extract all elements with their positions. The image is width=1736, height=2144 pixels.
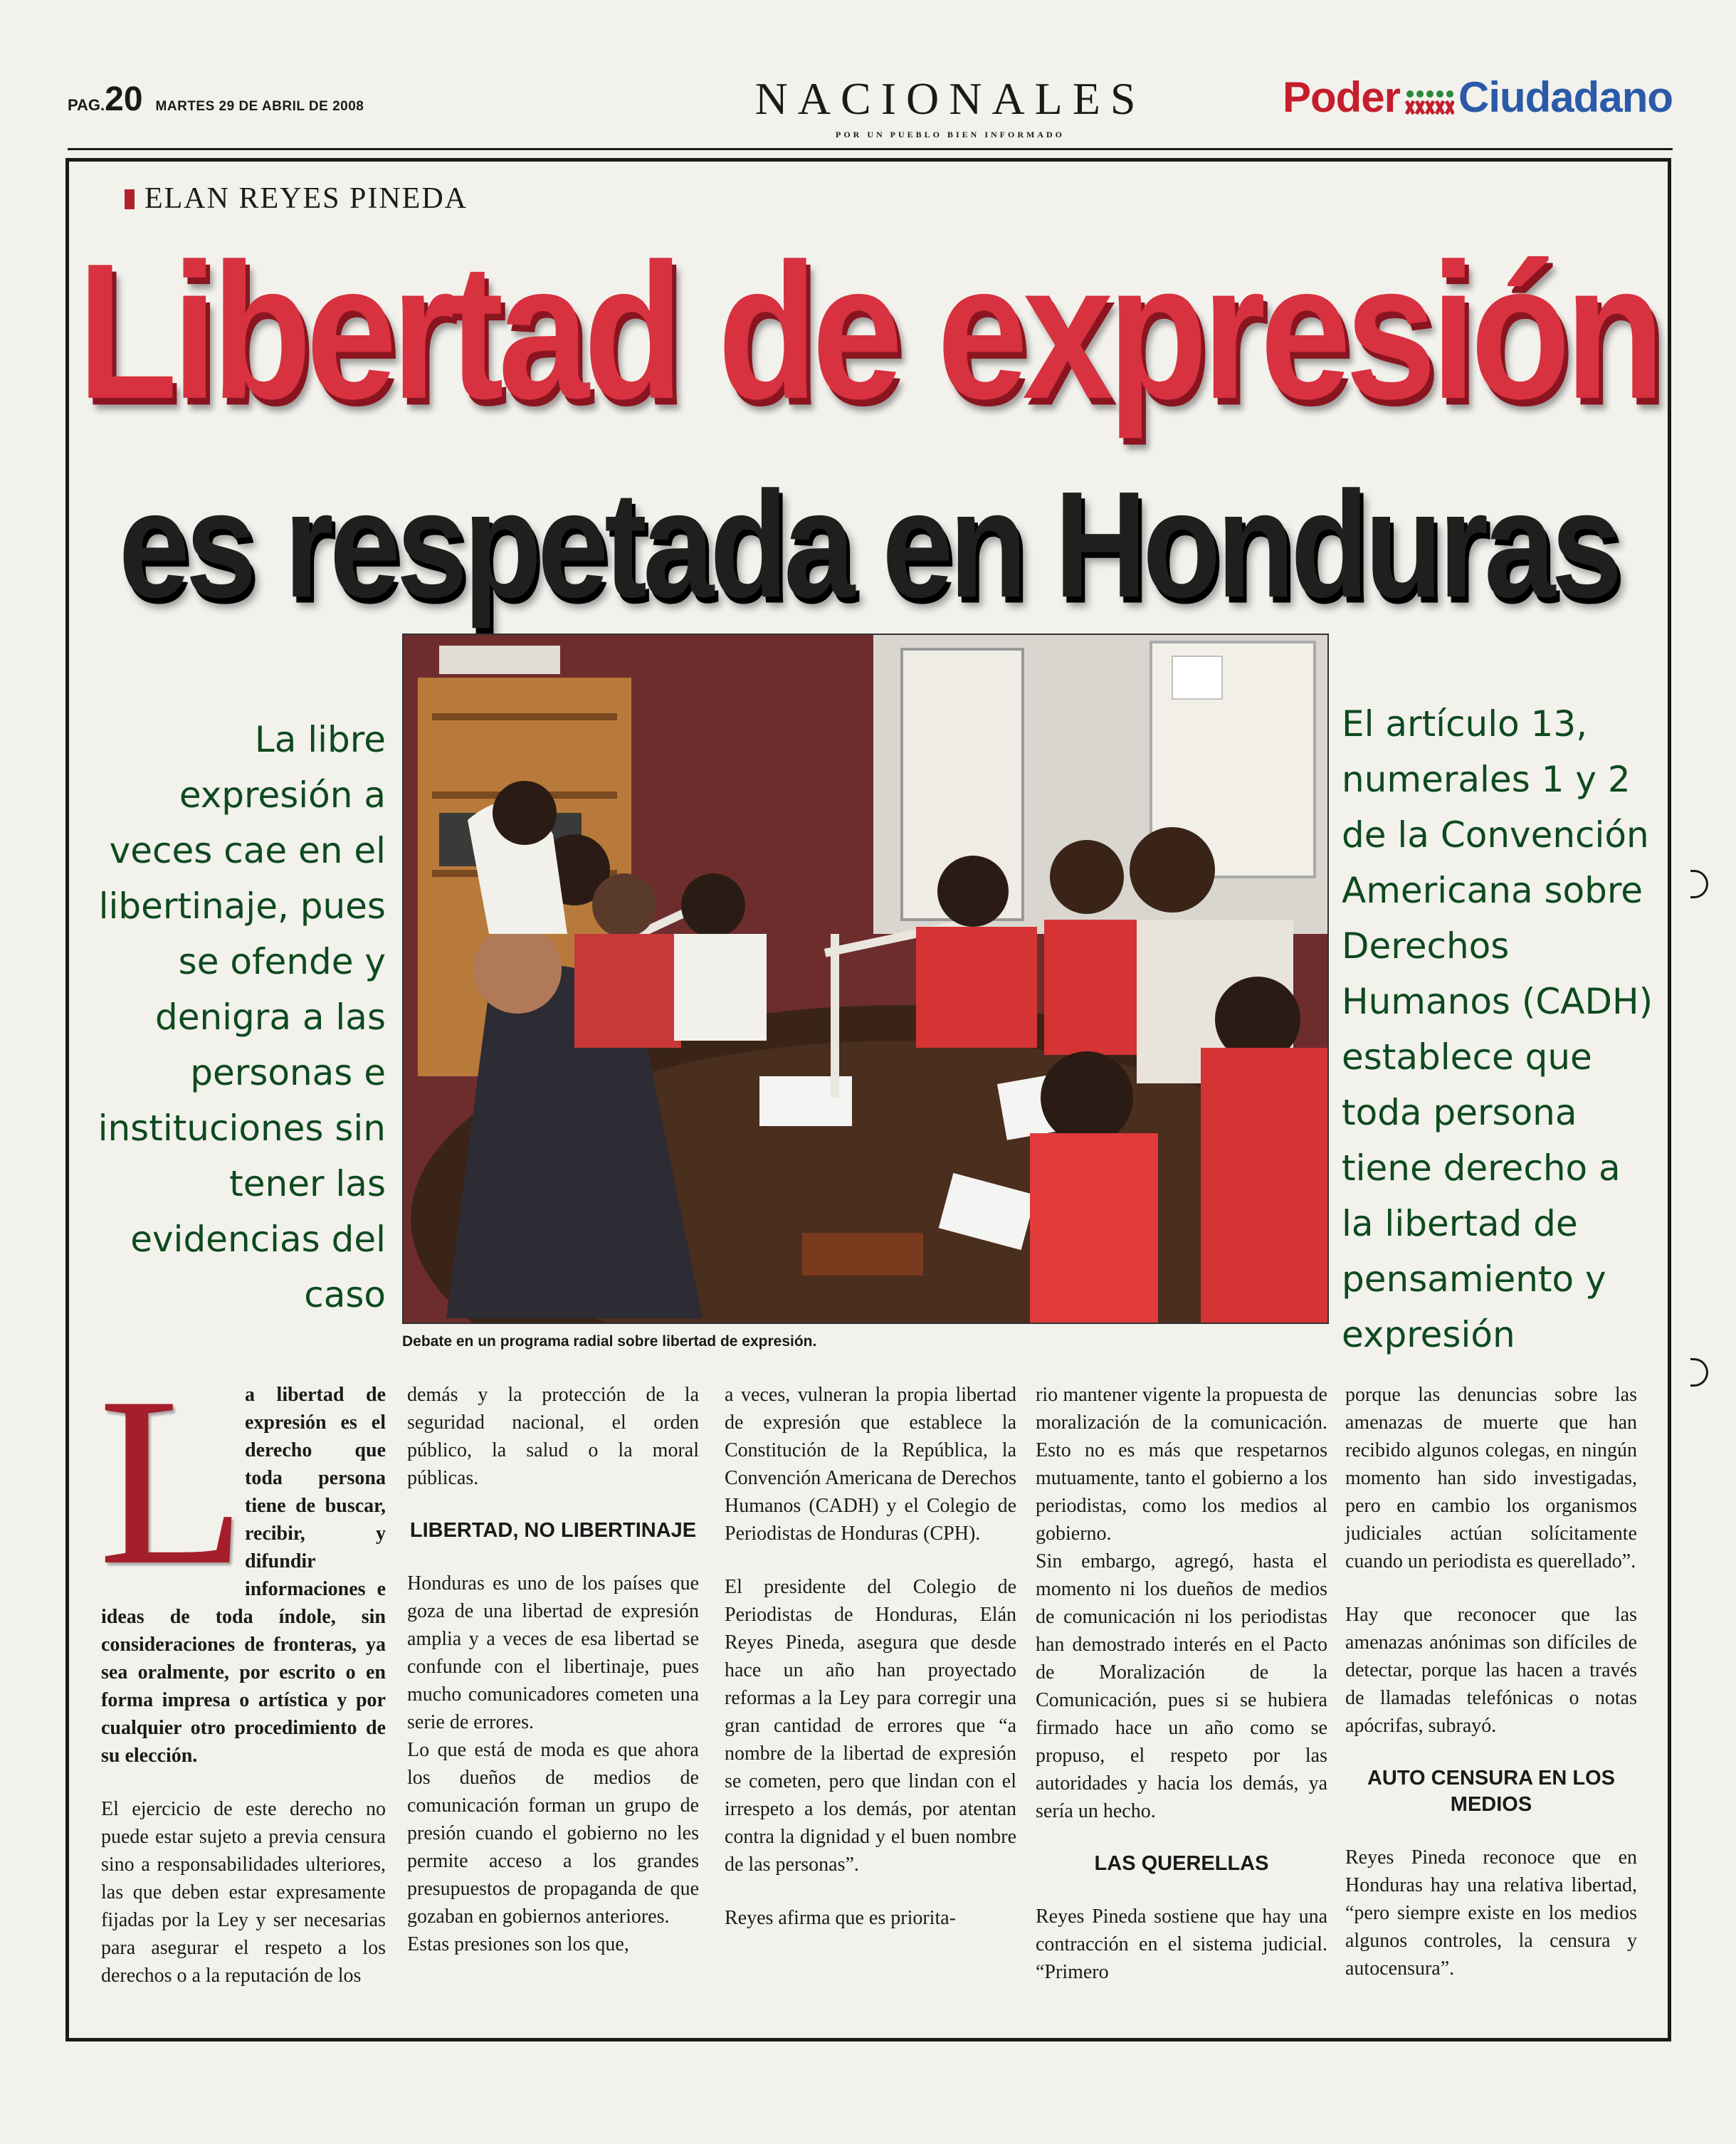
radio-debate-photo (402, 634, 1329, 1324)
body-paragraph: a veces, vulneran la propia libertad de expresión que establece la Constitución de la República, la Convención Americana de Derechos Humanos (CADH) y el Colegio de Periodistas de Honduras (CPH). (725, 1384, 1016, 1545)
byline-marker-icon (125, 189, 135, 209)
body-column-2 (407, 1381, 699, 1958)
body-paragraph: Sin embargo, agregó, hasta el momento ni los dueños de medios de comunicación ni los periodistas han demostrado interés en el Pacto de Moralización de la Comunicación, pues si se hubiera firmado hace un año como se propuso, el respeto por las autoridades y hacia los demás, ya sería un hecho. (1036, 1550, 1327, 1822)
body-paragraph: Reyes Pineda reconoce que en Honduras hay una relativa libertad, “pero siempre existe en los medios algunos controles, la censura y autocensura”. (1345, 1846, 1637, 1980)
lead-paragraph: a libertad de expresión es el derecho que toda persona tiene de buscar, recibir, y difundir informaciones e ideas de toda índole, sin consideraciones de fronteras, ya sea oralmente, por escrito o en forma impresa o artística y por cualquier otro procedimiento de su elección. (101, 1384, 386, 1767)
page-number: 20 (105, 80, 143, 118)
body-paragraph: Reyes Pineda sostiene que hay una contracción en el sistema judicial. “Primero (1036, 1906, 1327, 1983)
binder-hole-icon (1690, 1358, 1708, 1387)
body-paragraph: Hay que reconocer que las amenazas anónimas son difíciles de detectar, porque las hacen a través de llamadas telefónicas o notas apócrifas, subrayó. (1345, 1604, 1637, 1737)
brand-part1: Poder (1282, 73, 1400, 121)
body-paragraph: El presidente del Colegio de Periodistas de Honduras, Elán Reyes Pineda, asegura que desde hace un año han proyectado reformas a la Ley para corregir una gran cantidad de errores que “a nombre de la libertad de expresión se cometen, pero que lindan con el irrespeto a los demás, por atentan contra la dignidad y el buen nombre de las personas”. (725, 1576, 1016, 1876)
headline-line2: es respetada en Honduras (118, 461, 1619, 630)
body-column-1 (98, 1347, 386, 1990)
binder-hole-icon (1690, 870, 1708, 898)
page-header (68, 73, 1673, 144)
drop-cap: L (98, 1347, 246, 1615)
pull-quote-left: La libre expresión a veces cae en el libertinaje, pues se ofende y denigra a las personas e instituciones sin tener las evidencias del caso (98, 719, 386, 1315)
body-paragraph: porque las denuncias sobre las amenazas de muerte que han recibido algunos colegas, en ningún momento han sido investigadas, pero en cambio los organismos judiciales actúan solícitamente cuando un periodista es querellado”. (1345, 1384, 1637, 1572)
crowd-logo-icon (1404, 76, 1454, 125)
body-paragraph: Estas presiones son los que, (407, 1933, 629, 1955)
body-paragraph: rio mantener vigente la propuesta de moralización de la comunicación. Esto no es más que respetarnos mutuamente, tanto el gobierno a los periodistas, como los medios al gobierno. (1036, 1384, 1327, 1545)
body-paragraph: Lo que está de moda es que ahora los dueños de medios de comunicación forman un grupo de presión cuando el gobierno no les permite acceso a los grandes presupuestos de propaganda de que gozaban en gobiernos anteriores. (407, 1739, 699, 1928)
headline-line1: Libertad de expresión (77, 223, 1660, 439)
page-number-block (68, 80, 364, 119)
subheading-auto-censura: AUTO CENSURA EN LOS MEDIOS (1367, 1767, 1616, 1816)
brand-logo (1283, 73, 1673, 125)
page-prefix: PAG. (68, 96, 105, 114)
body-column-3 (725, 1381, 1016, 1932)
section-title: NACIONALES (754, 73, 1146, 124)
section-motto: POR UN PUEBLO BIEN INFORMADO (835, 130, 1065, 140)
photo-caption: Debate en un programa radial sobre libertad de expresión. (402, 1333, 817, 1350)
issue-date: MARTES 29 DE ABRIL DE 2008 (155, 99, 364, 114)
pull-quote-right: El artículo 13, numerales 1 y 2 de la Convención Americana sobre Derechos Humanos (CADH) establece que toda persona tiene derecho a la libertad de pensamiento y expresión (1342, 703, 1653, 1355)
brand-part2: Ciudadano (1458, 73, 1673, 121)
header-rule (68, 148, 1673, 150)
body-column-4 (1036, 1381, 1327, 1986)
body-paragraph: El ejercicio de este derecho no puede estar sujeto a previa censura sino a responsabilidades ulteriores, las que deben estar expresamente fijadas por la Ley y ser necesarias para asegurar el respeto a los derechos o a la reputación de los (101, 1798, 386, 1987)
body-paragraph: Reyes afirma que es priorita- (725, 1907, 956, 1929)
byline-text: ELAN REYES PINEDA (144, 182, 468, 215)
byline (125, 182, 468, 216)
subheading-libertad: LIBERTAD, NO LIBERTINAJE (409, 1519, 697, 1542)
body-paragraph: Honduras es uno de los países que goza de una libertad de expresión amplia y a veces de esa libertad se confunde con el libertinaje, pues mucho comunicadores cometen una serie de errores. (407, 1572, 699, 1733)
body-column-5 (1345, 1381, 1637, 1982)
body-paragraph: demás y la protección de la seguridad nacional, el orden público, la salud o la moral públicas. (407, 1384, 699, 1489)
subheading-querellas: LAS QUERELLAS (1094, 1852, 1269, 1875)
